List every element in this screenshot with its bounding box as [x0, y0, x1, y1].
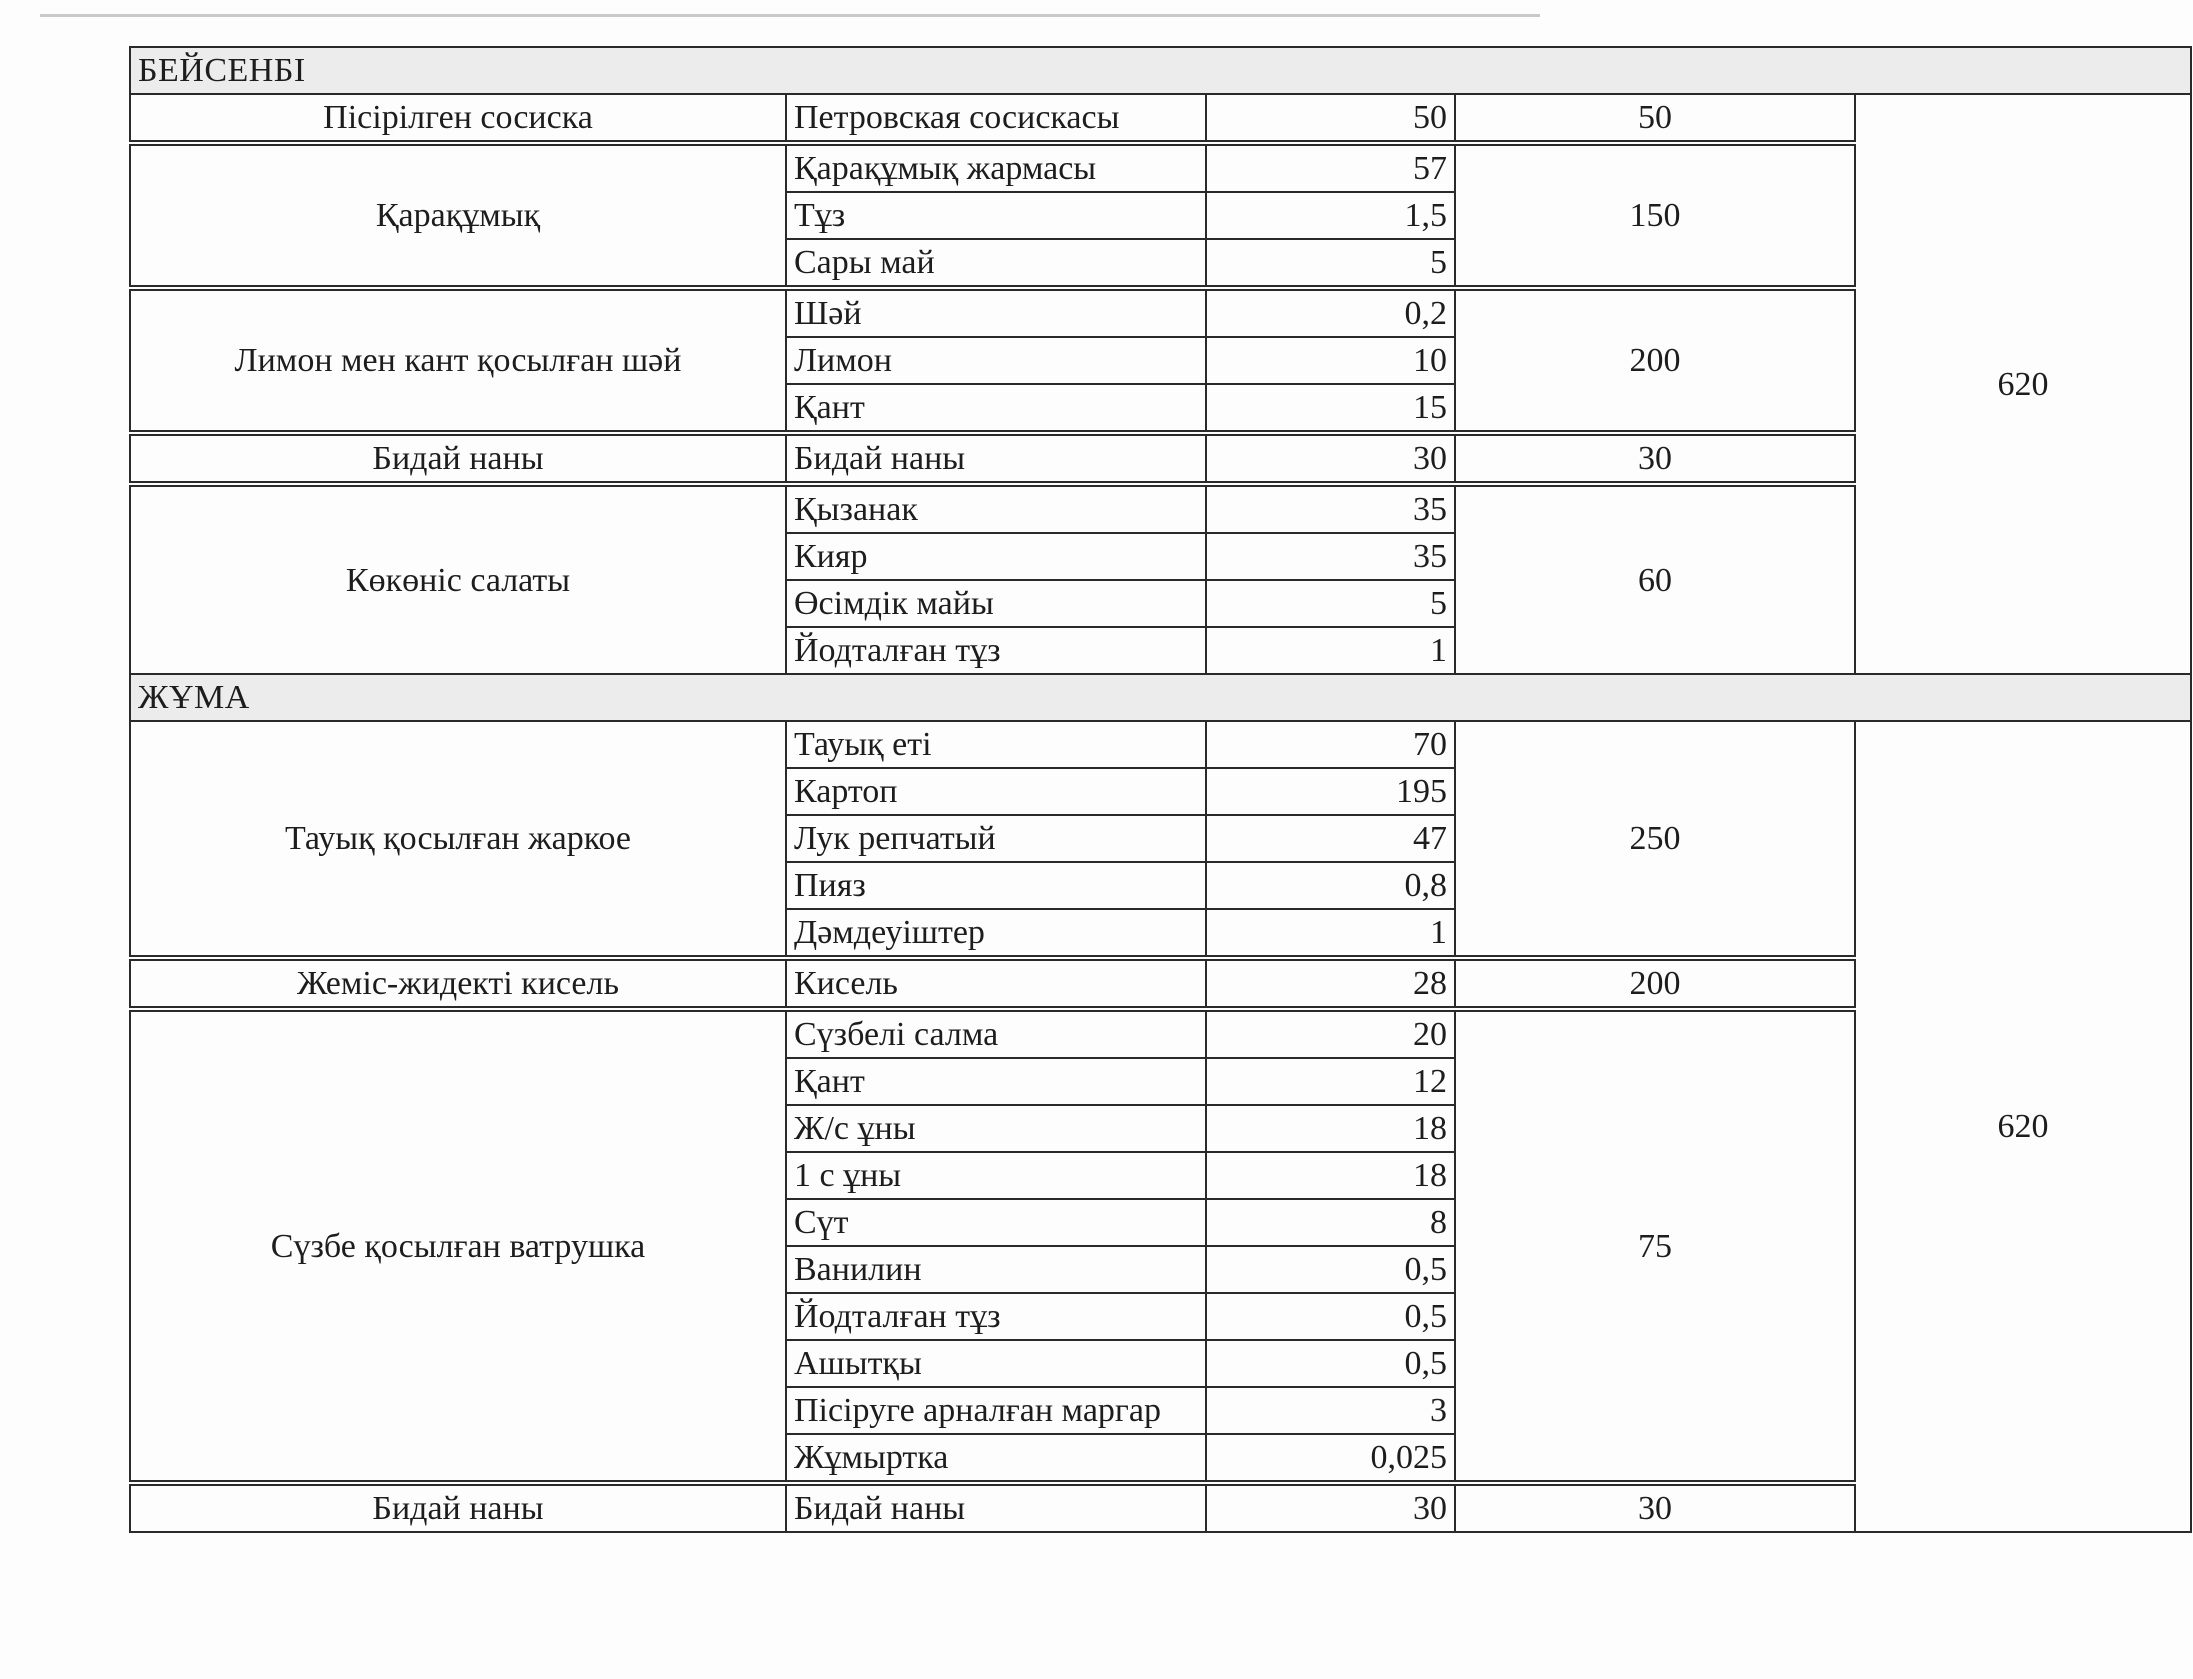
ingredient-quantity: 5 — [1206, 580, 1455, 627]
ingredient-name: Шәй — [786, 288, 1206, 337]
day-title: ЖҰМА — [130, 674, 2191, 721]
dish-name: Қарақұмық — [130, 143, 786, 288]
ingredient-quantity: 1 — [1206, 909, 1455, 958]
dish-output: 75 — [1455, 1009, 1855, 1483]
ingredient-quantity: 0,8 — [1206, 862, 1455, 909]
ingredient-quantity: 20 — [1206, 1009, 1455, 1058]
ingredient-quantity: 50 — [1206, 94, 1455, 143]
ingredient-quantity: 35 — [1206, 484, 1455, 533]
dish-name: Лимон мен кант қосылған шәй — [130, 288, 786, 433]
ingredient-name: Сүзбелі салма — [786, 1009, 1206, 1058]
ingredient-name: Тауық еті — [786, 721, 1206, 768]
ingredient-name: Сүт — [786, 1199, 1206, 1246]
ingredient-quantity: 15 — [1206, 384, 1455, 433]
ingredient-name: Қант — [786, 384, 1206, 433]
day-total: 620 — [1855, 721, 2191, 1532]
ingredient-quantity: 47 — [1206, 815, 1455, 862]
day-header-row — [130, 674, 2191, 721]
dish-output: 50 — [1455, 94, 1855, 143]
ingredient-quantity: 8 — [1206, 1199, 1455, 1246]
dish-name: Көкөніс салаты — [130, 484, 786, 674]
ingredient-quantity: 12 — [1206, 1058, 1455, 1105]
ingredient-name: Дәмдеуіштер — [786, 909, 1206, 958]
ingredient-name: Ванилин — [786, 1246, 1206, 1293]
ingredient-quantity: 0,2 — [1206, 288, 1455, 337]
dish-output: 30 — [1455, 1483, 1855, 1532]
ingredient-name: Лимон — [786, 337, 1206, 384]
ingredient-quantity: 5 — [1206, 239, 1455, 288]
ingredient-row — [130, 721, 2191, 768]
ingredient-quantity: 18 — [1206, 1105, 1455, 1152]
ingredient-name: Ж/с ұны — [786, 1105, 1206, 1152]
ingredient-name: Йодталған тұз — [786, 627, 1206, 674]
ingredient-quantity: 70 — [1206, 721, 1455, 768]
dish-output: 30 — [1455, 433, 1855, 484]
ingredient-name: Тұз — [786, 192, 1206, 239]
ingredient-quantity: 195 — [1206, 768, 1455, 815]
ingredient-quantity: 10 — [1206, 337, 1455, 384]
dish-output: 150 — [1455, 143, 1855, 288]
ingredient-quantity: 35 — [1206, 533, 1455, 580]
ingredient-name: 1 с ұны — [786, 1152, 1206, 1199]
ingredient-name: Қызанак — [786, 484, 1206, 533]
dish-output: 60 — [1455, 484, 1855, 674]
ingredient-quantity: 1 — [1206, 627, 1455, 674]
ingredient-name: Картоп — [786, 768, 1206, 815]
dish-name: Пісірілген сосиска — [130, 94, 786, 143]
ingredient-quantity: 18 — [1206, 1152, 1455, 1199]
dish-output: 200 — [1455, 958, 1855, 1009]
ingredient-name: Пісіруге арналған маргар — [786, 1387, 1206, 1434]
ingredient-quantity: 57 — [1206, 143, 1455, 192]
ingredient-name: Йодталған тұз — [786, 1293, 1206, 1340]
ingredient-quantity: 0,5 — [1206, 1246, 1455, 1293]
dish-name: Бидай наны — [130, 433, 786, 484]
ingredient-name: Бидай наны — [786, 1483, 1206, 1532]
ingredient-name: Қант — [786, 1058, 1206, 1105]
dish-name: Сүзбе қосылған ватрушка — [130, 1009, 786, 1483]
ingredient-quantity: 30 — [1206, 433, 1455, 484]
ingredient-name: Бидай наны — [786, 433, 1206, 484]
dish-name: Тауық қосылған жаркое — [130, 721, 786, 958]
ingredient-name: Кияр — [786, 533, 1206, 580]
dish-name: Жеміс-жидекті кисель — [130, 958, 786, 1009]
day-total: 620 — [1855, 94, 2191, 674]
ingredient-name: Жұмыртка — [786, 1434, 1206, 1483]
ingredient-name: Өсімдік майы — [786, 580, 1206, 627]
dish-name: Бидай наны — [130, 1483, 786, 1532]
day-title: БЕЙСЕНБІ — [130, 47, 2191, 94]
ingredient-name: Қарақұмық жармасы — [786, 143, 1206, 192]
dish-output: 200 — [1455, 288, 1855, 433]
ingredient-name: Петровская сосискасы — [786, 94, 1206, 143]
ingredient-name: Пияз — [786, 862, 1206, 909]
ingredient-quantity: 0,5 — [1206, 1340, 1455, 1387]
ingredient-name: Кисель — [786, 958, 1206, 1009]
ingredient-name: Лук репчатый — [786, 815, 1206, 862]
menu-table-body — [130, 47, 2191, 1532]
ingredient-quantity: 1,5 — [1206, 192, 1455, 239]
ingredient-quantity: 28 — [1206, 958, 1455, 1009]
day-header-row — [130, 47, 2191, 94]
ingredient-name: Сары май — [786, 239, 1206, 288]
ingredient-quantity: 0,025 — [1206, 1434, 1455, 1483]
ingredient-name: Ашытқы — [786, 1340, 1206, 1387]
dish-output: 250 — [1455, 721, 1855, 958]
scan-edge-mark — [40, 14, 1540, 17]
menu-table — [129, 46, 2192, 1533]
ingredient-quantity: 3 — [1206, 1387, 1455, 1434]
ingredient-row — [130, 94, 2191, 143]
ingredient-quantity: 30 — [1206, 1483, 1455, 1532]
ingredient-quantity: 0,5 — [1206, 1293, 1455, 1340]
